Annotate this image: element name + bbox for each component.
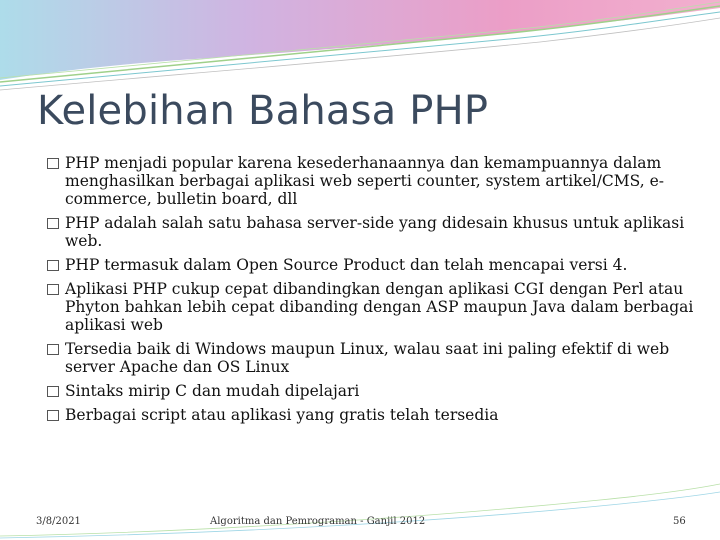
page-title: Kelebihan Bahasa PHP [37, 88, 489, 134]
bullet-list [47, 154, 697, 430]
bullet-item [47, 340, 697, 376]
bullet-box-icon [47, 158, 59, 169]
bullet-box-icon [47, 284, 59, 295]
bullet-item [47, 256, 697, 274]
bullet-box-icon [47, 260, 59, 271]
bullet-text: Berbagai script atau aplikasi yang gratis telah tersedia [65, 406, 499, 424]
bullet-text: Sintaks mirip C dan mudah dipelajari [65, 382, 360, 400]
bullet-item [47, 382, 697, 400]
footer-course: Algoritma dan Pemrograman - Ganjil 2012 [210, 516, 426, 527]
bullet-box-icon [47, 344, 59, 355]
footer-decoration [0, 470, 720, 540]
bullet-box-icon [47, 218, 59, 229]
bullet-item [47, 154, 697, 208]
page-number: 56 [673, 516, 686, 527]
header-decoration [0, 0, 720, 95]
bullet-text: PHP adalah salah satu bahasa server-side yang didesain khusus untuk aplikasi web. [65, 214, 685, 250]
bullet-item [47, 280, 697, 334]
bullet-box-icon [47, 410, 59, 421]
bullet-text: PHP termasuk dalam Open Source Product dan telah mencapai versi 4. [65, 256, 628, 274]
bullet-item [47, 406, 697, 424]
bullet-item [47, 214, 697, 250]
footer-date: 3/8/2021 [36, 516, 81, 527]
bullet-text: Tersedia baik di Windows maupun Linux, walau saat ini paling efektif di web server Apache dan OS Linux [65, 340, 670, 376]
bullet-text: PHP menjadi popular karena kesederhanaannya dan kemampuannya dalam menghasilkan berbagai aplikasi web seperti counter, system artikel/CMS, e-commerce, bulletin board, dll [65, 154, 664, 208]
bullet-text: Aplikasi PHP cukup cepat dibandingkan dengan aplikasi CGI dengan Perl atau Phyton bahkan lebih cepat dibanding dengan ASP maupun Java dalam berbagai aplikasi web [65, 280, 694, 334]
bullet-box-icon [47, 386, 59, 397]
